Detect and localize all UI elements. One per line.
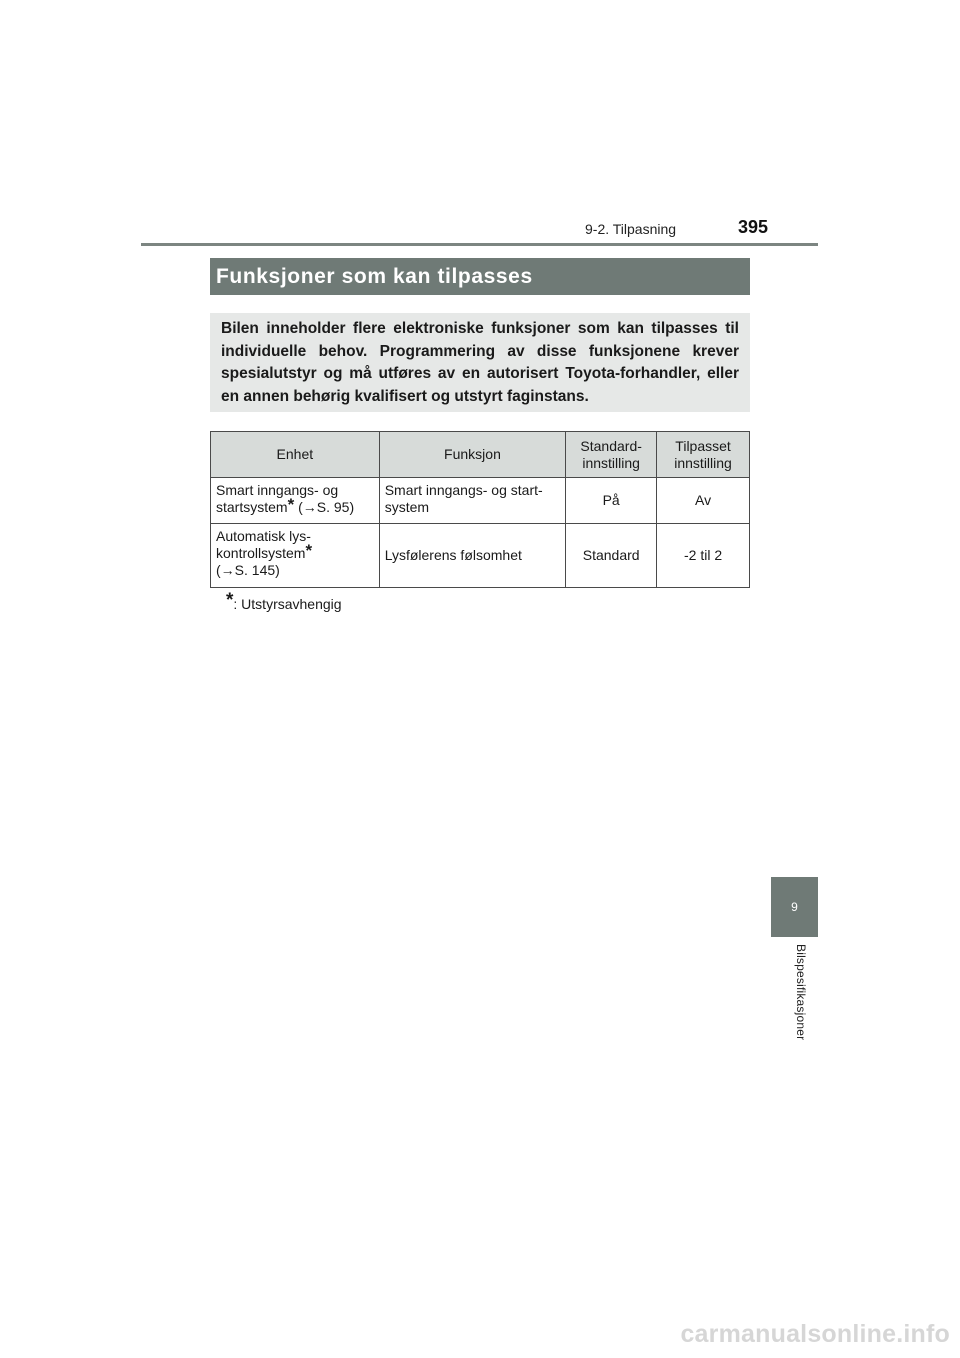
intro-text: Bilen inneholder flere elektroniske funksjoner som kan tilpasses til individuelle behov. Programmering av disse funksjonene krever spesialutstyr og må utføres av en autorisert Toyota-forhandler, eller en annen behørig kvalifisert og utstyrt faginstans. (221, 320, 739, 406)
unit-text-line2: kontrollsystem (216, 545, 306, 561)
section-title-bar (210, 258, 750, 295)
watermark: carmanualsonline.info (680, 1320, 950, 1348)
footnote-text: : Utstyrsavhengig (233, 596, 342, 612)
table-row (211, 524, 750, 588)
header-function: Funksjon (379, 432, 566, 478)
table-header-row (211, 432, 750, 478)
header-unit: Enhet (211, 432, 380, 478)
chapter-number: 9 (791, 900, 798, 914)
unit-text-line2: startsystem (216, 499, 288, 515)
cell-unit (211, 524, 380, 588)
footnote-star: * (305, 541, 313, 560)
page-reference: (→S. 145) (216, 562, 280, 578)
section-header: 9-2. Tilpasning (585, 221, 677, 237)
table-row (211, 478, 750, 524)
unit-text-line1: Smart inngangs- og (216, 482, 339, 498)
footnote-star: * (226, 590, 234, 611)
customization-table (210, 431, 750, 588)
page-reference: (→S. 95) (294, 499, 355, 515)
unit-text-line1: Automatisk lys- (216, 528, 311, 544)
header-custom: Tilpasset innstilling (657, 432, 750, 478)
cell-default: Standard (566, 524, 657, 588)
cell-function: Smart inngangs- og start- system (379, 478, 566, 524)
cell-custom: -2 til 2 (657, 524, 750, 588)
header-rule (141, 243, 818, 246)
chapter-label: Bilspesifikasjoner (794, 944, 808, 1041)
page-number: 395 (738, 217, 769, 237)
cell-custom: Av (657, 478, 750, 524)
chapter-tab (771, 877, 818, 937)
footnote (226, 590, 342, 612)
intro-box (210, 313, 750, 412)
cell-unit (211, 478, 380, 524)
header-default: Standard- innstilling (566, 432, 657, 478)
section-title: Funksjoner som kan tilpasses (216, 264, 533, 288)
cell-default: På (566, 478, 657, 524)
cell-function: Lysfølerens følsomhet (379, 524, 566, 588)
footnote-star: * (287, 495, 295, 514)
